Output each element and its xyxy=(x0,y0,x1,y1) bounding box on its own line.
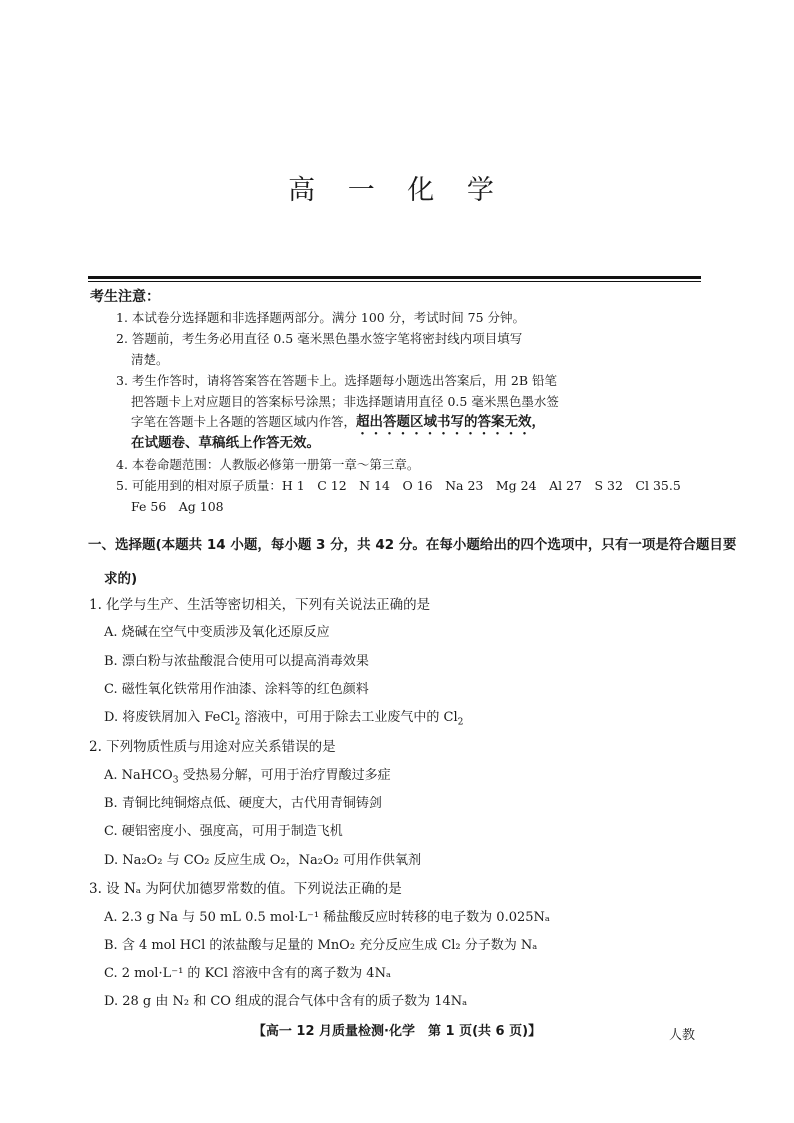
section-heading-cont: 求的) xyxy=(104,571,138,587)
notice-line-4: 4. 本卷命题范围：人教版必修第一册第一章～第三章。 xyxy=(116,457,420,472)
notice-line-1: 1. 本试卷分选择题和非选择题两部分。满分 100 分，考试时间 75 分钟。 xyxy=(116,310,526,325)
question-1-option-a: A. 烧碱在空气中变质涉及氧化还原反应 xyxy=(104,625,330,640)
notice-line-5b: Fe 56 Ag 108 xyxy=(131,499,224,514)
notice-line-3b: 把答题卡上对应题目的答案标号涂黑；非选择题请用直径 0.5 毫米黑色墨水签 xyxy=(131,394,559,409)
notice-warning-1: 超出答题区域书写的答案无效， xyxy=(356,414,546,430)
question-2-stem: 2. 下列物质性质与用途对应关系错误的是 xyxy=(89,739,336,755)
question-1-option-d: D. 将废铁屑加入 FeCl$_2$ 溶液中，可用于除去工业废气中的 $Cl_2$ xyxy=(104,710,464,728)
exam-title: 高 一 化 学 xyxy=(288,175,506,206)
header-rule-thin xyxy=(88,281,701,282)
notice-line-3a: 3. 考生作答时，请将答案答在答题卡上。选择题每小题选出答案后，用 2B 铅笔 xyxy=(116,373,557,388)
notice-heading: 考生注意： xyxy=(90,289,160,305)
page-footer: 【高一 12 月质量检测·化学 第 1 页(共 6 页)】 xyxy=(252,1024,542,1039)
header-rule-thick xyxy=(88,276,701,279)
section-heading: 一、选择题(本题共 14 小题，每小题 3 分，共 42 分。在每小题给出的四个选项中，只有一项是符合题目要 xyxy=(88,537,737,553)
notice-line-2b: 清楚。 xyxy=(131,352,169,367)
edition-label: 人教 xyxy=(669,1028,696,1043)
question-2-option-b: B. 青铜比纯铜熔点低、硬度大，古代用青铜铸剑 xyxy=(104,796,382,811)
question-3-option-d: D. 28 g 由 N₂ 和 CO 组成的混合气体中含有的质子数为 14Nₐ xyxy=(104,994,468,1009)
question-3-stem: 3. 设 Nₐ 为阿伏加德罗常数的值。下列说法正确的是 xyxy=(89,881,402,897)
notice-line-5a: 5. 可能用到的相对原子质量：H 1 C 12 N 14 O 16 Na 23 Mg 24 Al 27 S 32 Cl 35.5 xyxy=(116,478,681,493)
question-1-option-b: B. 漂白粉与浓盐酸混合使用可以提高消毒效果 xyxy=(104,654,369,669)
notice-warning-2: 在试题卷、草稿纸上作答无效。 xyxy=(131,435,320,451)
question-3-option-a: A. 2.3 g Na 与 50 mL 0.5 mol·L⁻¹ 稀盐酸反应时转移的电子数为 0.025Nₐ xyxy=(104,910,550,925)
question-3-option-c: C. 2 mol·L⁻¹ 的 KCl 溶液中含有的离子数为 4Nₐ xyxy=(104,966,391,981)
question-1-option-c: C. 磁性氧化铁常用作油漆、涂料等的红色颜料 xyxy=(104,682,369,697)
question-2-option-a: A. NaHCO$_3$ 受热易分解，可用于治疗胃酸过多症 xyxy=(104,768,391,786)
question-1-stem: 1. 化学与生产、生活等密切相关，下列有关说法正确的是 xyxy=(89,597,431,613)
question-3-option-b: B. 含 4 mol HCl 的浓盐酸与足量的 MnO₂ 充分反应生成 Cl₂ 分子数为 Nₐ xyxy=(104,938,538,953)
notice-line-3c-plain: 字笔在答题卡上各题的答题区域内作答， xyxy=(131,414,357,429)
question-2-option-d: D. Na₂O₂ 与 CO₂ 反应生成 O₂，Na₂O₂ 可用作供氧剂 xyxy=(104,853,421,868)
question-2-option-c: C. 硬铝密度小、强度高，可用于制造飞机 xyxy=(104,824,343,839)
notice-line-2a: 2. 答题前，考生务必用直径 0.5 毫米黑色墨水签字笔将密封线内项目填写 xyxy=(116,331,523,346)
